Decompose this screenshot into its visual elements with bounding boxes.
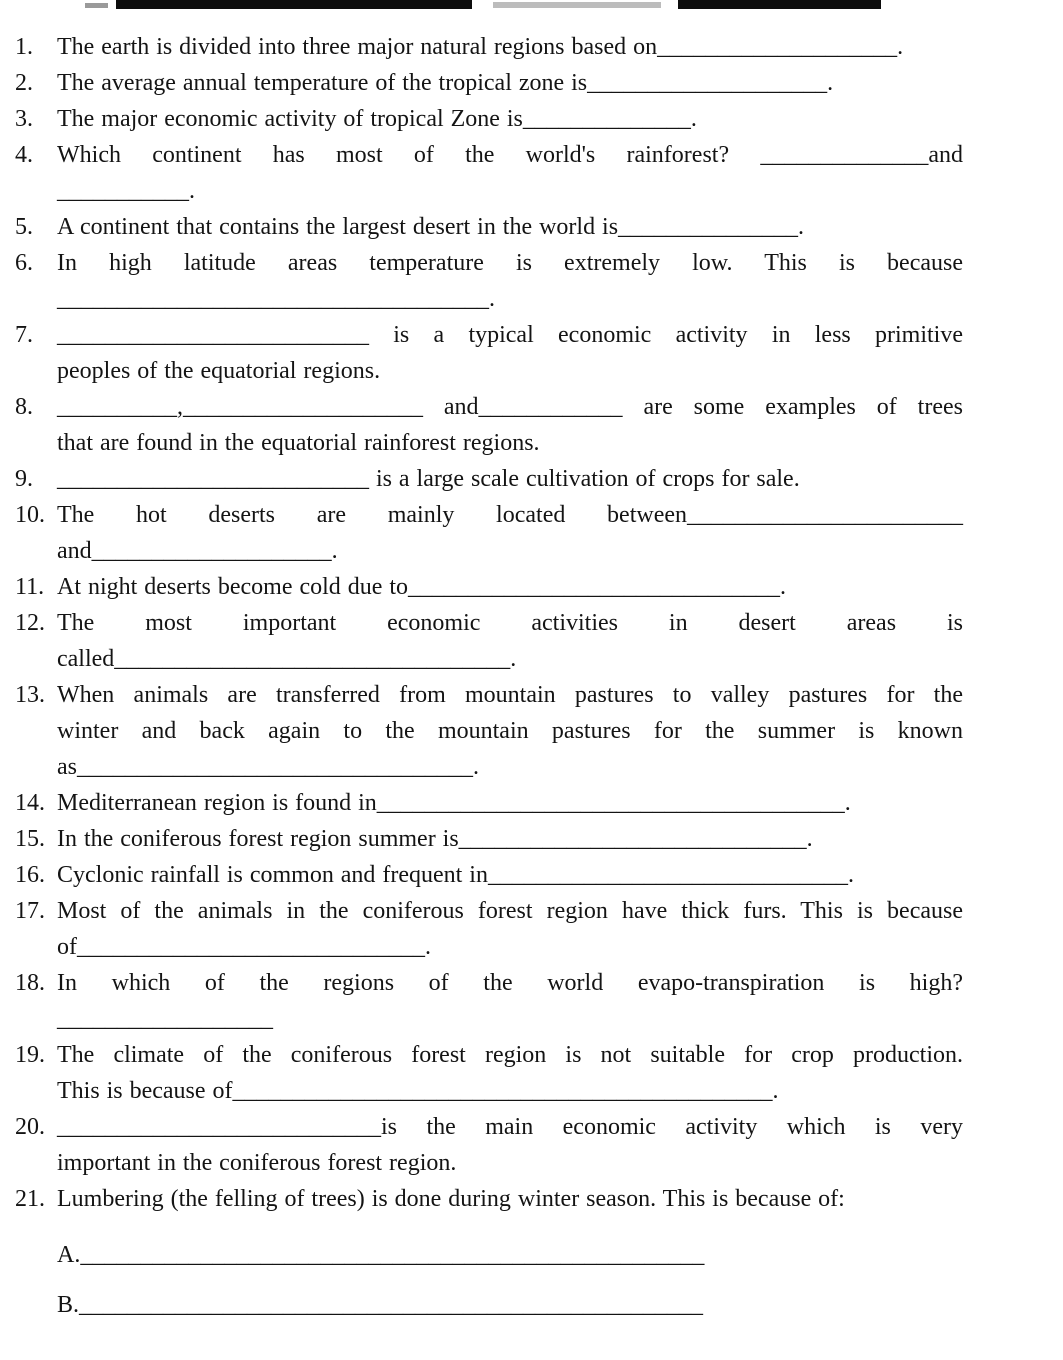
question-text-line: A continent that contains the largest desert in the world is_______________. [57, 214, 805, 240]
question-text-line: winter and back again to the mountain pastures for the summer is known [57, 718, 963, 744]
cut-off-text-fragment [493, 2, 661, 8]
question-number: 15. [15, 826, 45, 852]
question-text-line: __________________________ is a typical economic activity in less primitive [57, 322, 963, 348]
question-text-line: __________________________ is a large scale cultivation of crops for sale. [57, 466, 800, 492]
question-19 [15, 1037, 963, 1109]
question-text-line: In high latitude areas temperature is extremely low. This is because [57, 250, 963, 276]
question-text-line: ___________. [57, 178, 195, 204]
question-number: 4. [15, 142, 33, 168]
question-body [57, 965, 963, 1037]
question-text-line: Mediterranean region is found in_______________________________________. [57, 790, 851, 816]
question-text-line: Which continent has most of the world's rainforest? ______________and [57, 142, 963, 168]
question-body [57, 389, 963, 461]
question-text-line: The climate of the coniferous forest region is not suitable for crop production. [57, 1042, 963, 1068]
question-13 [15, 677, 963, 785]
question-number: 7. [15, 322, 33, 348]
question-18 [15, 965, 963, 1037]
question-3 [15, 101, 963, 137]
question-text-line: ____________________________________. [57, 286, 495, 312]
question-body [57, 245, 963, 317]
question-body [57, 497, 963, 569]
question-text-line: as_________________________________. [57, 754, 479, 780]
question-number: 16. [15, 862, 45, 888]
answer-blank: ____________________________________________________ [79, 1292, 704, 1318]
question-10 [15, 497, 963, 569]
answer-blank: ____________________________________________________ [80, 1242, 705, 1268]
question-body [57, 605, 963, 677]
question-text-line: and____________________. [57, 538, 338, 564]
question-text-line: peoples of the equatorial regions. [57, 358, 381, 384]
question-number: 9. [15, 466, 33, 492]
question-number: 1. [15, 34, 33, 60]
question-text-line: Most of the animals in the coniferous forest region have thick furs. This is because [57, 898, 963, 924]
question-text-line: of_____________________________. [57, 934, 431, 960]
question-8 [15, 389, 963, 461]
question-body [57, 317, 963, 389]
question-text-line: called_________________________________. [57, 646, 517, 672]
question-text-line: This is because of_____________________________________________. [57, 1078, 779, 1104]
question-body [57, 1181, 963, 1217]
question-text-line: __________________ [57, 1006, 273, 1032]
question-number: 6. [15, 250, 33, 276]
question-number: 19. [15, 1042, 45, 1068]
question-body [57, 785, 963, 821]
question-text-line: The most important economic activities in desert areas is [57, 610, 963, 636]
question-body [57, 65, 963, 101]
question-number: 18. [15, 970, 45, 996]
question-number: 12. [15, 610, 45, 636]
question-body [57, 209, 963, 245]
question-9 [15, 461, 963, 497]
question-text-line: The major economic activity of tropical Zone is______________. [57, 106, 697, 132]
question-11 [15, 569, 963, 605]
question-number: 10. [15, 502, 45, 528]
question-number: 20. [15, 1114, 45, 1140]
question-16 [15, 857, 963, 893]
question-text-line: __________,____________________ and____________ are some examples of trees [57, 394, 963, 420]
question-number: 14. [15, 790, 45, 816]
question-text-line: important in the coniferous forest region. [57, 1150, 457, 1176]
answer-line-a [57, 1237, 963, 1273]
question-body [57, 461, 963, 497]
cut-off-underline-fragment [678, 0, 881, 9]
question-6 [15, 245, 963, 317]
question-text-line: The hot deserts are mainly located between_______________________ [57, 502, 963, 528]
question-number: 13. [15, 682, 45, 708]
question-body [57, 29, 963, 65]
question-20 [15, 1109, 963, 1181]
cut-off-text-fragment [85, 3, 108, 8]
question-4 [15, 137, 963, 209]
question-number: 8. [15, 394, 33, 420]
question-text-line: ___________________________is the main economic activity which is very [57, 1114, 963, 1140]
question-text-line: In the coniferous forest region summer is_____________________________. [57, 826, 813, 852]
question-body [57, 893, 963, 965]
question-text-line: At night deserts become cold due to_______________________________. [57, 574, 787, 600]
question-number: 17. [15, 898, 45, 924]
question-body [57, 1109, 963, 1181]
answer-label: B. [57, 1292, 80, 1318]
question-number: 21. [15, 1186, 45, 1212]
question-5 [15, 209, 963, 245]
answer-line-b [57, 1287, 963, 1323]
question-2 [15, 65, 963, 101]
question-body [57, 821, 963, 857]
question-15 [15, 821, 963, 857]
question-12 [15, 605, 963, 677]
question-7 [15, 317, 963, 389]
question-number: 3. [15, 106, 33, 132]
question-body [57, 137, 963, 209]
question-body [57, 101, 963, 137]
question-1 [15, 29, 963, 65]
question-text-line: Lumbering (the felling of trees) is done during winter season. This is because of: [57, 1186, 845, 1212]
question-21 [15, 1181, 963, 1217]
question-body [57, 1037, 963, 1109]
question-number: 11. [15, 574, 45, 600]
question-body [57, 569, 963, 605]
question-14 [15, 785, 963, 821]
question-number: 5. [15, 214, 33, 240]
question-body [57, 857, 963, 893]
question-text-line: When animals are transferred from mountain pastures to valley pastures for the [57, 682, 963, 708]
question-text-line: The earth is divided into three major natural regions based on____________________. [57, 34, 904, 60]
question-number: 2. [15, 70, 33, 96]
question-text-line: that are found in the equatorial rainforest regions. [57, 430, 540, 456]
question-17 [15, 893, 963, 965]
cut-off-underline-fragment [116, 0, 472, 9]
answer-label: A. [57, 1242, 81, 1268]
question-text-line: Cyclonic rainfall is common and frequent in______________________________. [57, 862, 854, 888]
question-text-line: The average annual temperature of the tropical zone is____________________. [57, 70, 834, 96]
question-list [15, 29, 963, 1323]
question-body [57, 677, 963, 785]
question-text-line: In which of the regions of the world evapo-transpiration is high? [57, 970, 963, 996]
